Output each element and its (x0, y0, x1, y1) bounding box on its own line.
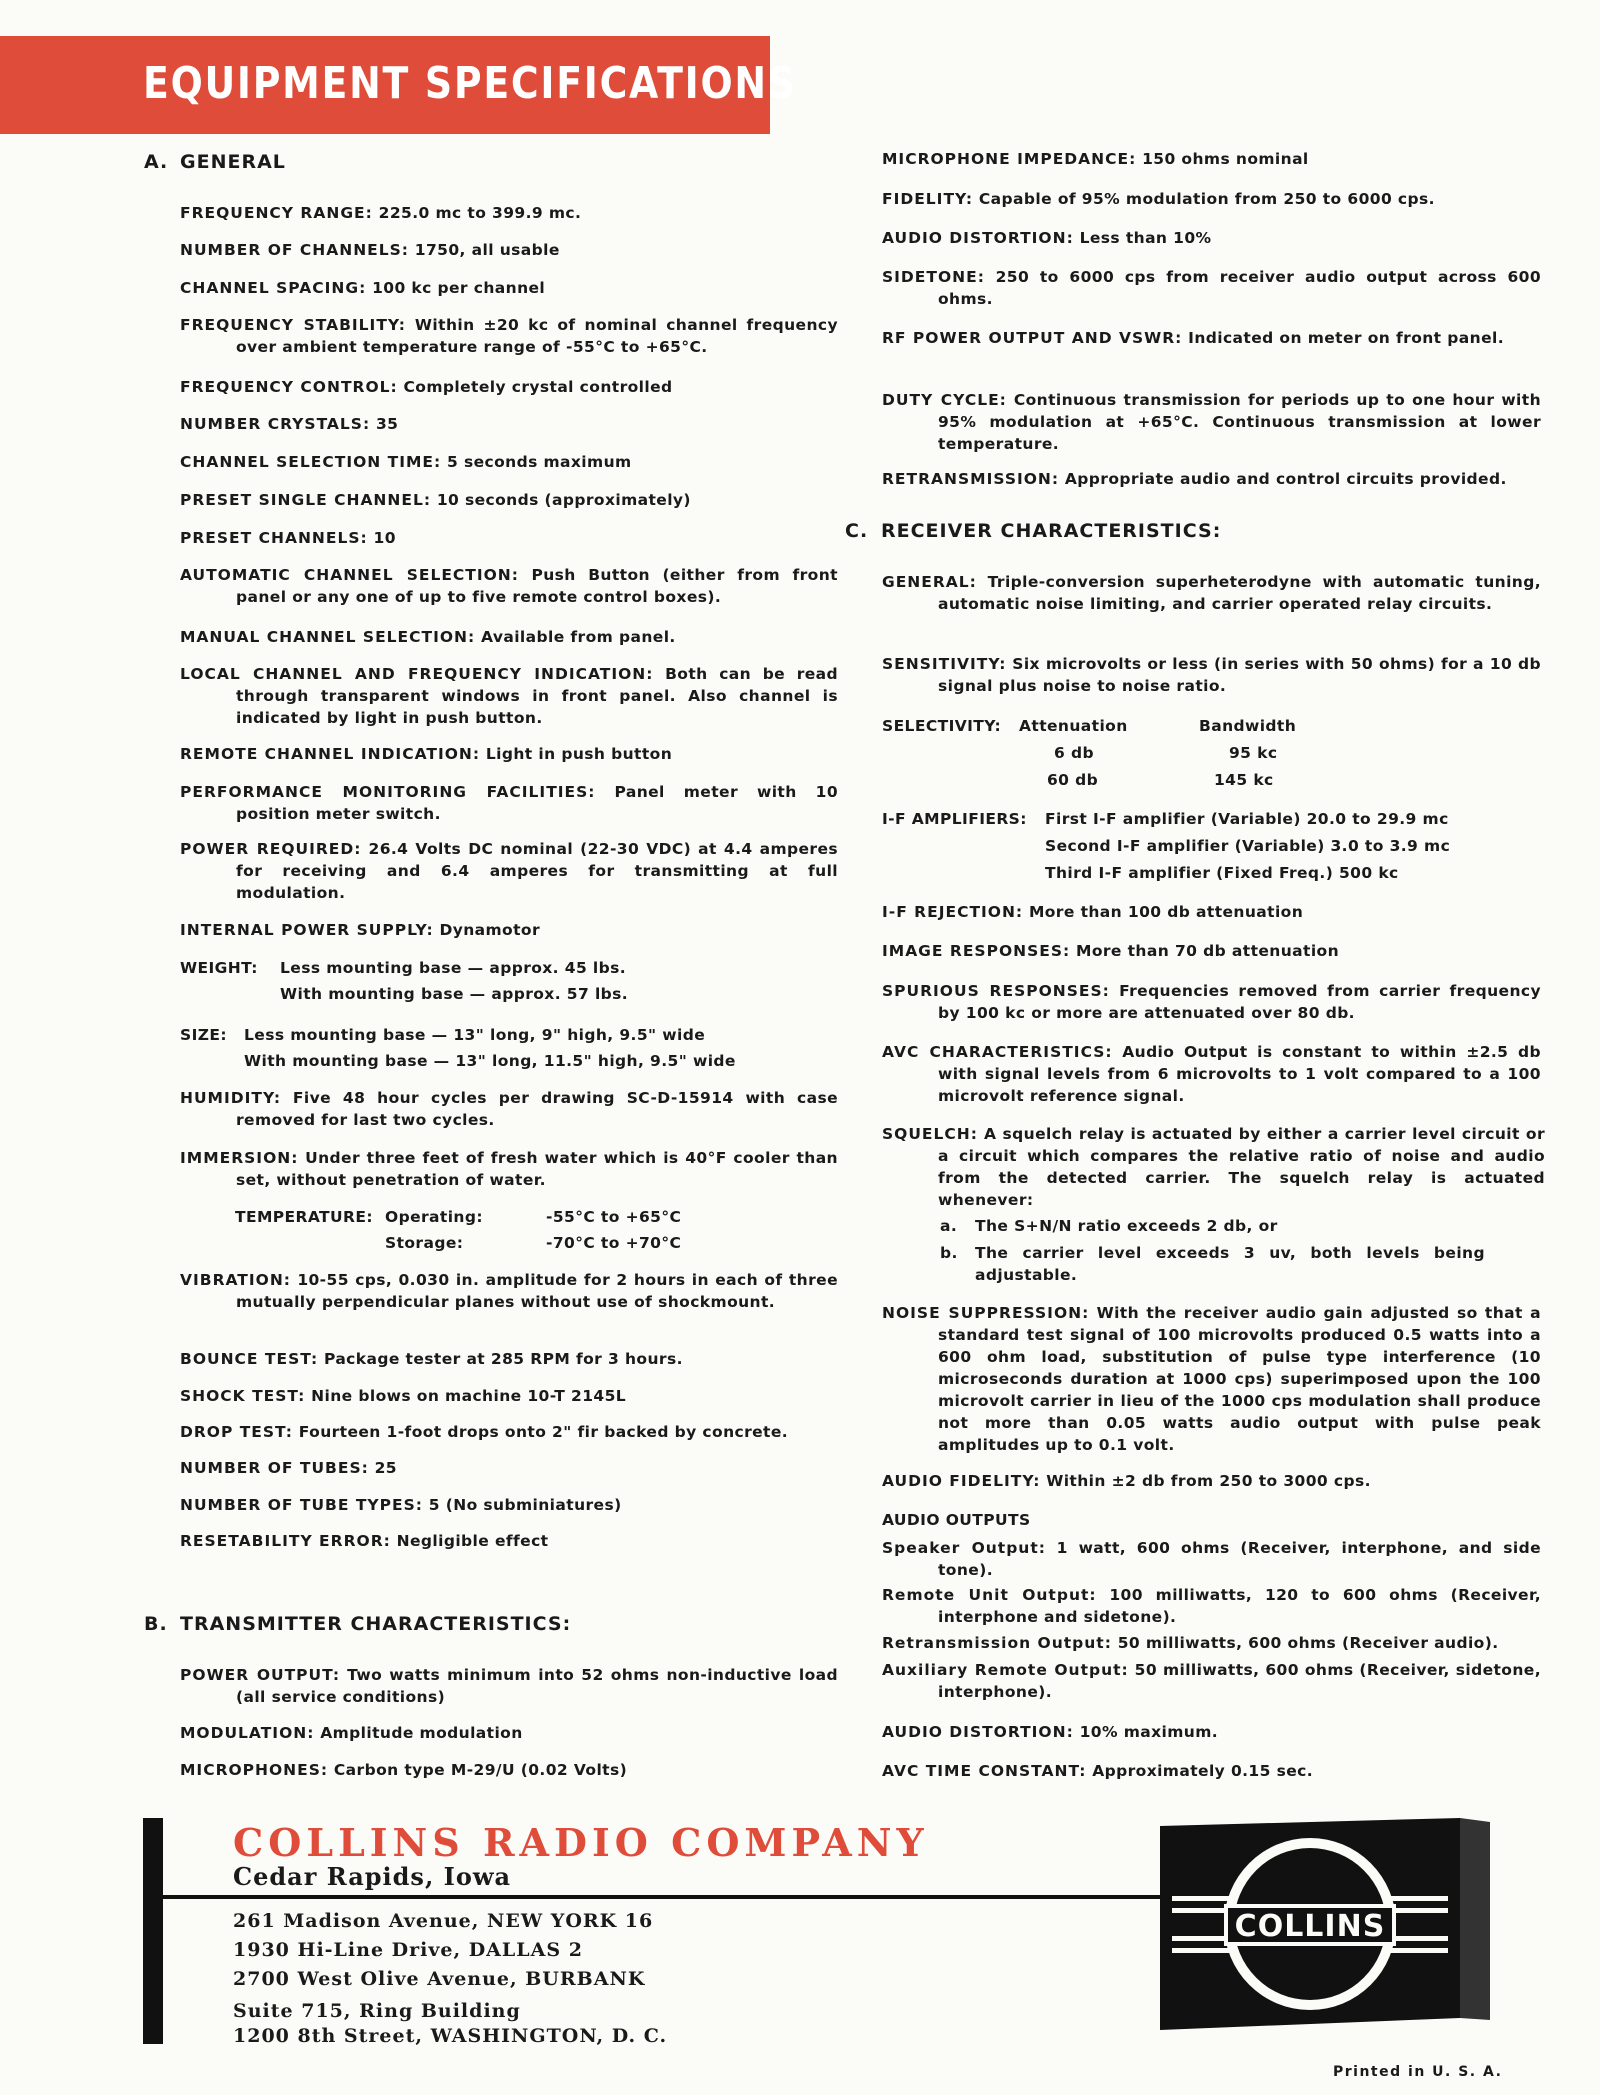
spec-item: POWER REQUIRED: 26.4 Volts DC nominal (22-30 VDC) at 4.4 amperes for receiving and 6.4 amperes for transmitting at full modulation. (180, 840, 838, 902)
spec-value: Second I-F amplifier (Variable) 3.0 to 3.9 mc (1045, 837, 1451, 855)
page-title: EQUIPMENT SPECIFICATIONS (143, 58, 797, 109)
address-line: 2700 West Olive Avenue, BURBANK (233, 1968, 646, 1990)
collins-logo (1160, 1818, 1490, 2038)
spec-label: SELECTIVITY: (882, 717, 1002, 735)
spec-item: MICROPHONE IMPEDANCE: 150 ohms nominal (882, 150, 1309, 168)
sub-item-marker: a. (940, 1217, 958, 1235)
spec-item: IMAGE RESPONSES: More than 70 db attenuation (882, 942, 1340, 960)
spec-value: Less mounting base — approx. 45 lbs. (280, 959, 627, 977)
spec-item: BOUNCE TEST: Package tester at 285 RPM for 3 hours. (180, 1350, 683, 1368)
audio-output-item: Auxiliary Remote Output: 50 milliwatts, 600 ohms (Receiver, sidetone, interphone). (882, 1661, 1541, 1701)
audio-outputs-title: AUDIO OUTPUTS (882, 1511, 1031, 1529)
audio-output-item: Remote Unit Output: 100 milliwatts, 120 to 600 ohms (Receiver, interphone and sidetone). (882, 1586, 1542, 1626)
spec-item: I-F REJECTION: More than 100 db attenuation (882, 903, 1304, 921)
logo-text: COLLINS (1234, 1909, 1386, 1944)
spec-item: AUDIO DISTORTION: 10% maximum. (882, 1723, 1219, 1741)
spec-item: RESETABILITY ERROR: Negligible effect (180, 1532, 549, 1550)
header-banner (0, 36, 797, 134)
spec-item: CHANNEL SPACING: 100 kc per channel (180, 279, 546, 297)
spec-item: AVC TIME CONSTANT: Approximately 0.15 sec. (882, 1762, 1314, 1780)
spec-item: MICROPHONES: Carbon type M-29/U (0.02 Volts) (180, 1761, 628, 1779)
spec-value: Less mounting base — 13" long, 9" high, 9.5" wide (244, 1026, 706, 1044)
company-name: COLLINS RADIO COMPANY (233, 1820, 929, 1865)
spec-item: RF POWER OUTPUT AND VSWR: Indicated on meter on front panel. (882, 329, 1504, 347)
spec-item: SIDETONE: 250 to 6000 cps from receiver audio output across 600 ohms. (882, 268, 1542, 308)
section-b-heading: B. TRANSMITTER CHARACTERISTICS: (144, 1613, 572, 1635)
spec-item: MANUAL CHANNEL SELECTION: Available from panel. (180, 628, 676, 646)
sub-item-text: The S+N/N ratio exceeds 2 db, or (975, 1217, 1278, 1235)
spec-item: HUMIDITY: Five 48 hour cycles per drawing SC-D-15914 with case removed for last two cycles. (180, 1089, 838, 1129)
spec-label: TEMPERATURE: (235, 1208, 373, 1226)
spec-value: With mounting base — 13" long, 11.5" high, 9.5" wide (244, 1052, 736, 1070)
spec-label: I-F AMPLIFIERS: (882, 810, 1027, 828)
sub-item-text: The carrier level exceeds 3 uv, both levels being adjustable. (975, 1244, 1485, 1284)
spec-label: Operating: (385, 1208, 483, 1226)
spec-item: PRESET CHANNELS: 10 (180, 529, 396, 547)
spec-item: NUMBER OF CHANNELS: 1750, all usable (180, 241, 560, 259)
spec-value: First I-F amplifier (Variable) 20.0 to 29.9 mc (1045, 810, 1449, 828)
spec-value: -55°C to +65°C (546, 1208, 682, 1226)
spec-item: IMMERSION: Under three feet of fresh water which is 40°F cooler than set, without penetration of water. (180, 1149, 838, 1189)
audio-output-item: Speaker Output: 1 watt, 600 ohms (Receiver, interphone, and side tone). (882, 1539, 1541, 1579)
spec-item: NOISE SUPPRESSION: With the receiver audio gain adjusted so that a standard test signal of 100 microvolts produced 0.5 watts into a 600 ohm load, substitution of pulse type interference (10 microseconds duration at 1000 cps) superimposed upon the 100 microvolt carrier in lieu of the 1000 cps modulation shall produce not more than 0.05 watts audio output with pulse peak amplitudes up to 0.1 volt. (882, 1304, 1541, 1454)
spec-item: SPURIOUS RESPONSES: Frequencies removed from carrier frequency by 100 kc or more are attenuated over 80 db. (882, 982, 1542, 1022)
address-line: Suite 715, Ring Building (233, 2000, 521, 2022)
printed-note: Printed in U. S. A. (1333, 2064, 1503, 2080)
spec-item: AUDIO FIDELITY: Within ±2 db from 250 to 3000 cps. (882, 1472, 1371, 1490)
spec-item: DUTY CYCLE: Continuous transmission for periods up to one hour with 95% modulation at +65°C. Continuous transmission at lower temperature. (882, 391, 1542, 453)
spec-item: AVC CHARACTERISTICS: Audio Output is constant to within ±2.5 db with signal levels from 6 microvolts to 1 volt compared to a 100 microvolt reference signal. (882, 1043, 1541, 1105)
spec-item: FREQUENCY CONTROL: Completely crystal controlled (180, 378, 673, 396)
spec-item: MODULATION: Amplitude modulation (180, 1724, 523, 1742)
spec-item: RETRANSMISSION: Appropriate audio and control circuits provided. (882, 470, 1507, 488)
spec-item: FIDELITY: Capable of 95% modulation from 250 to 6000 cps. (882, 190, 1435, 208)
spec-item: FREQUENCY STABILITY: Within ±20 kc of nominal channel frequency over ambient temperature range of -55°C to +65°C. (180, 316, 838, 356)
spec-item: PERFORMANCE MONITORING FACILITIES: Panel meter with 10 position meter switch. (180, 783, 839, 823)
spec-item: NUMBER OF TUBES: 25 (180, 1459, 397, 1477)
spec-value: -70°C to +70°C (546, 1234, 682, 1252)
address-line: 1930 Hi-Line Drive, DALLAS 2 (233, 1939, 583, 1961)
table-header: Attenuation (1019, 717, 1128, 735)
table-header: Bandwidth (1199, 717, 1297, 735)
spec-label: WEIGHT: (180, 959, 258, 977)
sub-item-marker: b. (940, 1244, 958, 1262)
spec-item: DROP TEST: Fourteen 1-foot drops onto 2" fir backed by concrete. (180, 1423, 789, 1441)
company-city: Cedar Rapids, Iowa (233, 1862, 512, 1891)
section-c-heading: C. RECEIVER CHARACTERISTICS: (845, 520, 1222, 542)
table-cell: 145 kc (1214, 771, 1274, 789)
spec-item: FREQUENCY RANGE: 225.0 mc to 399.9 mc. (180, 204, 582, 222)
spec-item: INTERNAL POWER SUPPLY: Dynamotor (180, 921, 541, 939)
table-cell: 6 db (1054, 744, 1094, 762)
spec-label: Storage: (385, 1234, 464, 1252)
spec-item: AUTOMATIC CHANNEL SELECTION: Push Button (either from front panel or any one of up to five remote control boxes). (180, 566, 838, 606)
spec-value: With mounting base — approx. 57 lbs. (280, 985, 629, 1003)
spec-item: VIBRATION: 10-55 cps, 0.030 in. amplitude for 2 hours in each of three mutually perpendicular planes without use of shockmount. (180, 1271, 838, 1311)
spec-item: NUMBER OF TUBE TYPES: 5 (No subminiatures) (180, 1496, 622, 1514)
spec-item: AUDIO DISTORTION: Less than 10% (882, 229, 1212, 247)
address-line: 261 Madison Avenue, NEW YORK 16 (233, 1910, 654, 1932)
spec-item: CHANNEL SELECTION TIME: 5 seconds maximum (180, 453, 632, 471)
audio-output-item: Retransmission Output: 50 milliwatts, 600 ohms (Receiver audio). (882, 1634, 1499, 1652)
spec-item: GENERAL: Triple-conversion superheterodyne with automatic tuning, automatic noise limiting, and carrier operated relay circuits. (882, 573, 1542, 613)
spec-item: REMOTE CHANNEL INDICATION: Light in push button (180, 745, 673, 763)
spec-item: SENSITIVITY: Six microvolts or less (in series with 50 ohms) for a 10 db signal plus noise to noise ratio. (882, 655, 1542, 695)
spec-item: LOCAL CHANNEL AND FREQUENCY INDICATION: Both can be read through transparent windows in front panel. Also channel is indicated by light in push button. (180, 665, 839, 727)
spec-label: SIZE: (180, 1026, 227, 1044)
spec-item: SQUELCH: A squelch relay is actuated by either a carrier level circuit or a circuit which compares the relative ratio of noise and audio from the detected carrier. The squelch relay is actuated whenever: (882, 1125, 1546, 1209)
spec-item: SHOCK TEST: Nine blows on machine 10-T 2145L (180, 1387, 627, 1405)
address-line: 1200 8th Street, WASHINGTON, D. C. (233, 2025, 668, 2047)
spec-value: Third I-F amplifier (Fixed Freq.) 500 kc (1045, 864, 1399, 882)
table-cell: 95 kc (1229, 744, 1278, 762)
spec-item: PRESET SINGLE CHANNEL: 10 seconds (approximately) (180, 491, 691, 509)
spec-item: NUMBER CRYSTALS: 35 (180, 415, 399, 433)
table-cell: 60 db (1047, 771, 1099, 789)
spec-item: POWER OUTPUT: Two watts minimum into 52 ohms non-inductive load (all service conditions) (180, 1666, 839, 1706)
footer-bar (143, 1818, 163, 2044)
section-a-heading: A. GENERAL (144, 151, 286, 173)
